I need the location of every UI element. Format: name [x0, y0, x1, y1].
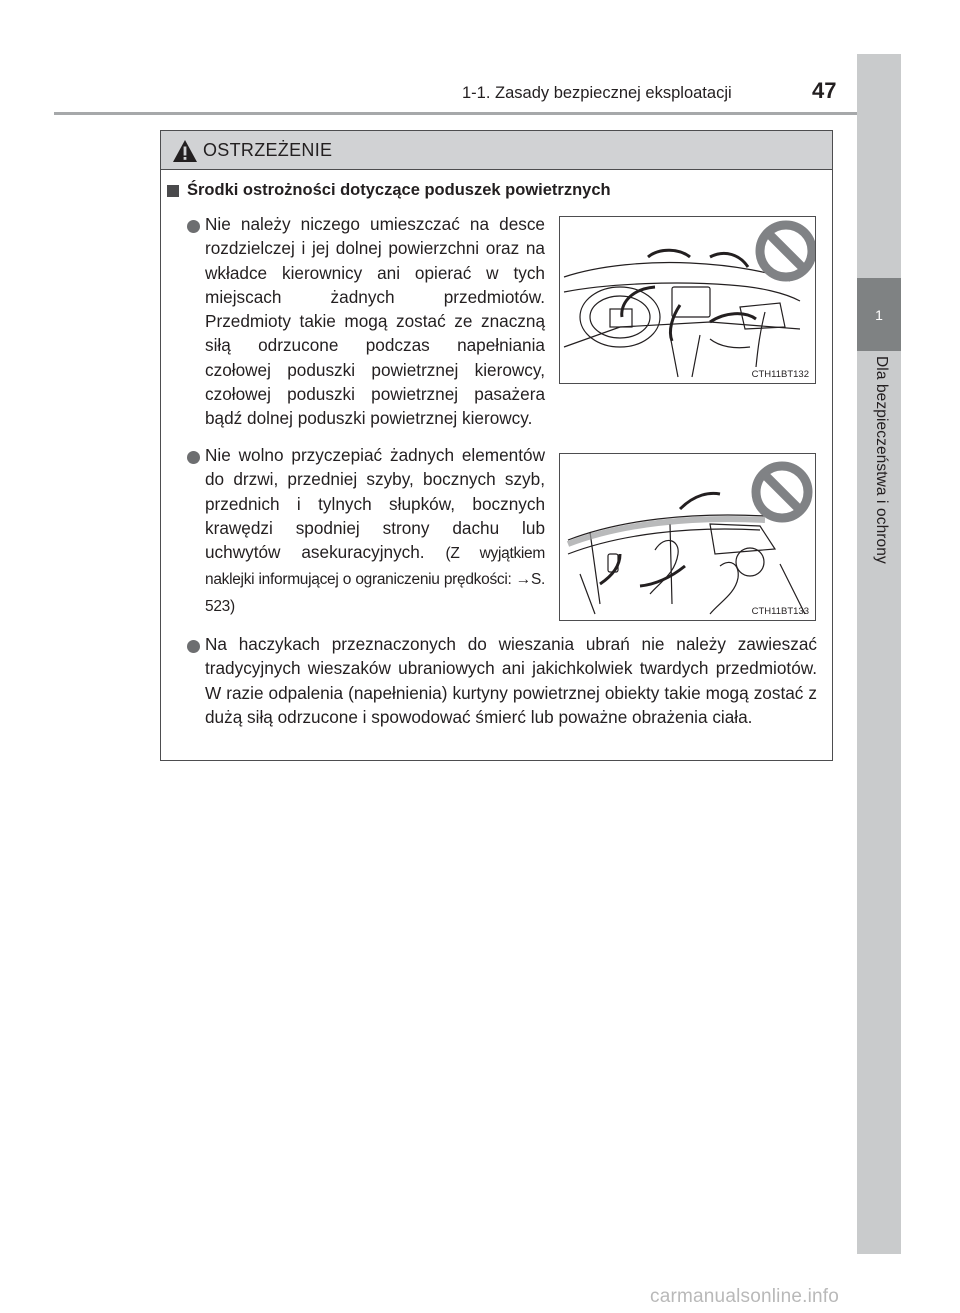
warning-title: OSTRZEŻENIE — [203, 140, 333, 160]
figure-dashboard — [559, 216, 816, 384]
page-number: 47 — [812, 78, 837, 103]
prohibition-sign-icon — [756, 466, 808, 518]
warning-item-2 — [205, 443, 545, 619]
prohibition-sign-icon — [760, 225, 812, 277]
section-title: Środki ostrożności dotyczące poduszek powietrznych — [187, 181, 611, 199]
warning-box — [160, 130, 833, 761]
watermark: carmanualsonline.info — [650, 1286, 840, 1307]
warning-header — [161, 131, 832, 170]
side-tab-chapter-number[interactable]: 1 — [857, 278, 901, 351]
warning-item-2-note: (Z wyjątkiem naklejki informującej o ograniczeniu prędkości: →S. 523) — [205, 545, 545, 615]
bullet-dot — [187, 451, 200, 464]
side-tab-strip — [857, 54, 901, 1254]
bullet-dot — [187, 220, 200, 233]
warning-item-1-text: Nie należy niczego umieszczać na desce rozdzielczej i jej dolnej powierzchni oraz na wkładce kierownicy ani opierać w tych miejscach żadnych przedmiotów. Przedmioty takie mogą zostać ze znaczną siłą odrzucone podczas napełniania czołowej poduszki powietrznej kierowcy, czołowej poduszki powietrznej pasażera bądź dolnej poduszki powietrznej kierowcy. — [205, 214, 545, 429]
header-divider — [54, 112, 857, 115]
section-square-bullet — [167, 185, 179, 197]
warning-item-3-text: Na haczykach przeznaczonych do wieszania ubrań nie należy zawieszać tradycyjnych wieszaków ubraniowych ani jakichkolwiek twardych przedmiotów. W razie odpalenia (napełnienia) kurtyny powietrznej obiekty takie mogą zostać z dużą siłą odrzucone i spowodować śmierć lub poważne obrażenia ciała. — [205, 634, 817, 727]
figure-label: CTH11BT132 — [751, 369, 809, 380]
warning-item-2-text: Nie wolno przyczepiać żadnych elementów do drzwi, przedniej szyby, bocznych szyb, przednich i tylnych słupków, bocznych krawędzi spodniej strony dachu lub uchwytów asekuracyjnych. — [205, 445, 545, 563]
warning-triangle-icon — [172, 139, 198, 163]
header-section-title: 1-1. Zasady bezpiecznej eksploatacji — [462, 84, 732, 102]
figure-cabin — [559, 453, 816, 621]
bullet-dot — [187, 640, 200, 653]
side-tab-chapter-title: Dla bezpieczeństwa i ochrony — [873, 356, 890, 564]
figure-label: CTH11BT133 — [751, 606, 809, 617]
